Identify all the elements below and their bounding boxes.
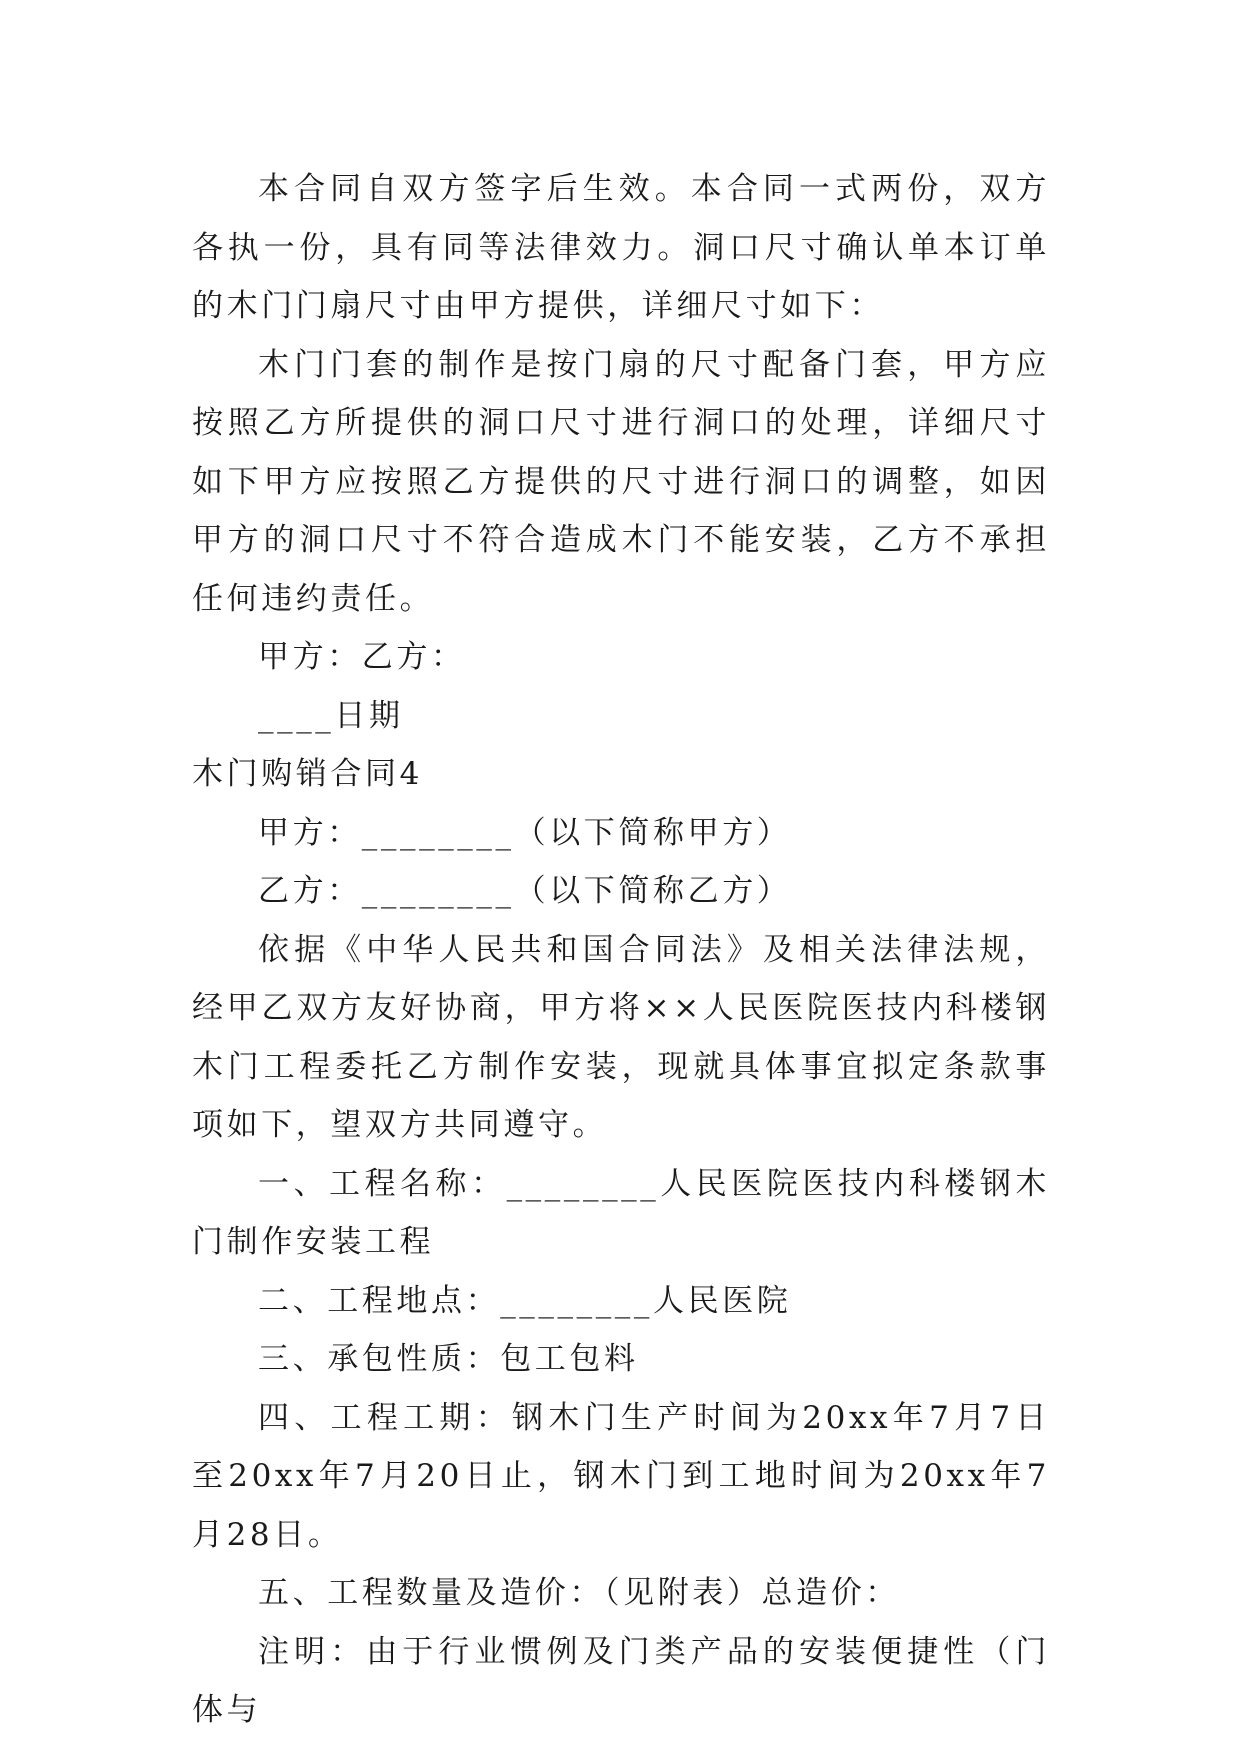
section-title: 木门购销合同4 (192, 756, 423, 792)
clause-quantity-cost: 五、工程数量及造价：（见附表）总造价： (258, 1575, 900, 1611)
paragraph-door-frame: 木门门套的制作是按门扇的尺寸配备门套，甲方应按照乙方所提供的洞口尺寸进行洞口的处理，详细尺寸如下甲方应按照乙方提供的尺寸进行洞口的调整，如因甲方的洞口尺寸不符合造成木门不能安装，乙方不承担任何违约责任。 (192, 346, 1050, 617)
paragraph-signature-parties: 甲方：乙方： (258, 639, 466, 675)
paragraph-basis: 依据《中华人民共和国合同法》及相关法律法规，经甲乙双方友好协商，甲方将××人民医院医技内科楼钢木门工程委托乙方制作安装，现就具体事宜拟定条款事项如下，望双方共同遵守。 (192, 931, 1050, 1143)
clause-project-location: 二、工程地点：________人民医院 (258, 1282, 792, 1319)
paragraph-date: ____日期 (258, 697, 404, 734)
clause-note: 注明：由于行业惯例及门类产品的安装便捷性（门体与 (192, 1633, 1050, 1728)
paragraph-effectiveness: 本合同自双方签字后生效。本合同一式两份，双方各执一份，具有同等法律效力。洞口尺寸确认单本订单的木门门扇尺寸由甲方提供，详细尺寸如下： (192, 171, 1050, 324)
clause-project-name: 一、工程名称：________人民医院医技内科楼钢木门制作安装工程 (192, 1165, 1050, 1260)
clause-schedule: 四、工程工期：钢木门生产时间为20xx年7月7日至20xx年7月20日止，钢木门到工地时间为20xx年7月28日。 (192, 1399, 1050, 1553)
document-body (192, 160, 1050, 1740)
clause-contract-nature: 三、承包性质：包工包料 (258, 1341, 639, 1377)
paragraph-party-b: 乙方：________（以下简称乙方） (258, 873, 792, 909)
paragraph-party-a: 甲方：________（以下简称甲方） (258, 814, 792, 851)
